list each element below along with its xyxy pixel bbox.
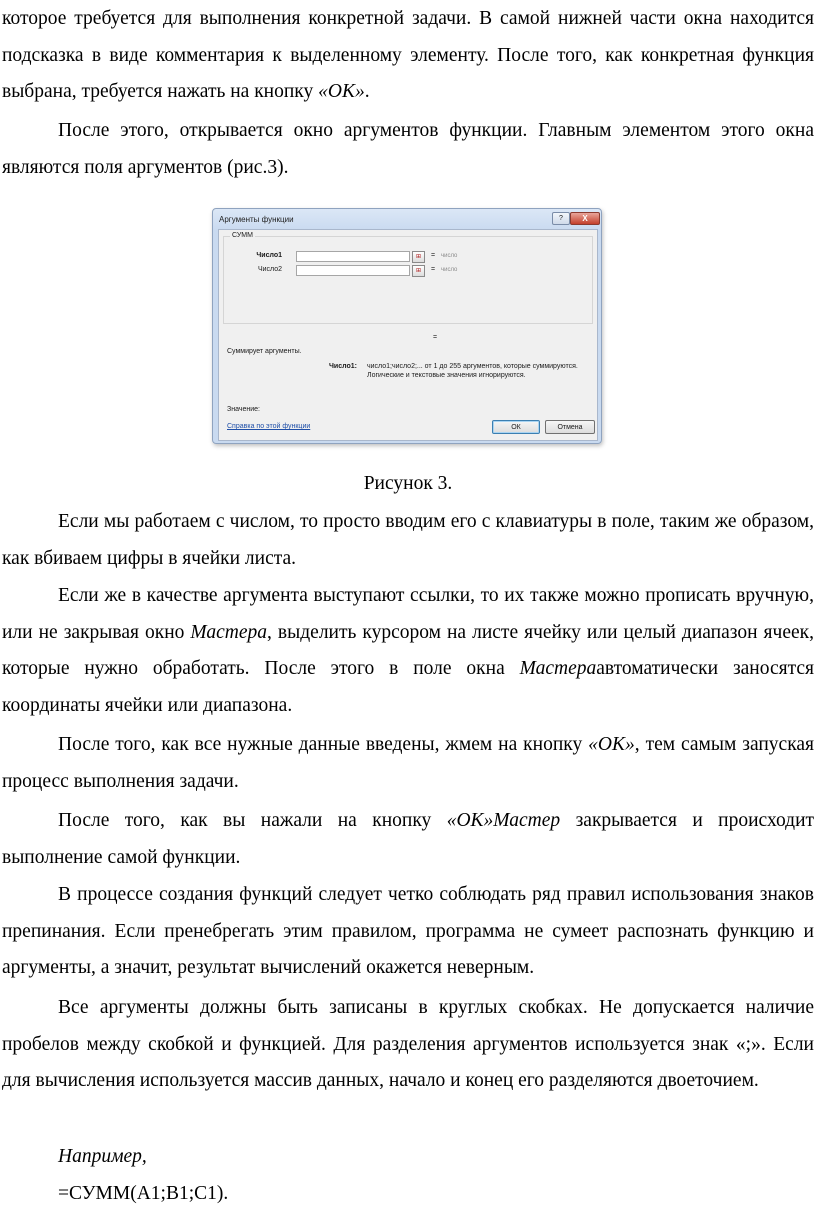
function-description: Суммирует аргументы. — [227, 348, 302, 355]
paragraph-2: После этого, открывается окно аргументов функции. Главным элементом этого окна являются поля аргументов (рис.3). — [2, 120, 814, 178]
arg-1-result: число — [441, 253, 458, 259]
collapse-icon: ⊞ — [415, 254, 422, 260]
paragraph-1 — [2, 1, 814, 111]
dialog-title: Аргументы функции — [219, 215, 294, 224]
paragraph-4 — [2, 578, 814, 724]
paragraph-1-text: которое требуется для выполнения конкретной задачи. В самой нижней части окна находится подсказка в виде комментария к выделенному элементу. После того, как конкретная функция выбрана, требуется нажать на кнопку — [2, 8, 814, 102]
arg-1-equals: = — [431, 252, 436, 259]
arg-description-line-1: число1;число2;... от 1 до 255 аргументов, которые суммируются. — [367, 363, 578, 370]
arg-2-input[interactable] — [296, 265, 410, 276]
paragraph-6-text-b: закрывается и происходит выполнение самой функции. — [2, 810, 815, 868]
paragraph-5-text-a: После того, как все нужные данные введены, жмем на кнопку — [58, 734, 583, 755]
paragraph-7: В процессе создания функций следует четко соблюдать ряд правил использования знаков препинания. Если пренебрегать этим правилом, программа не сумеет распознать функцию и аргументы, а значит, результат вычислений окажется неверным. — [2, 884, 814, 978]
example-label: Например, — [58, 1146, 147, 1167]
paragraph-5-text-b: , тем самым запуская процесс выполнения задачи. — [2, 734, 815, 792]
function-help-link[interactable]: Справка по этой функции — [227, 423, 311, 430]
ok-quote: «OK» — [318, 81, 365, 102]
arg-2-result: число — [441, 267, 458, 273]
master-term-1: Мастера — [190, 621, 268, 643]
ok-button[interactable]: ОК — [492, 420, 540, 434]
paragraph-3: Если мы работаем с числом, то просто вводим его с клавиатуры в поле, таким же образом, как вбиваем цифры в ячейки листа. — [2, 511, 814, 569]
arg-2-equals: = — [431, 266, 436, 273]
example-formula: =СУММ(A1;B1;C1). — [58, 1183, 229, 1204]
dialog-body — [218, 229, 598, 441]
figure-caption: Рисунок 3. — [363, 473, 453, 494]
collapse-icon: ⊞ — [415, 268, 422, 274]
cancel-button[interactable]: Отмена — [545, 420, 595, 434]
arg-description-name: Число1: — [329, 363, 357, 370]
ok-master-quote: «OK»Мастер — [446, 810, 561, 831]
arg-1-input[interactable] — [296, 251, 410, 262]
arg-1-collapse-button[interactable] — [412, 251, 425, 263]
value-label: Значение: — [227, 406, 260, 413]
paragraph-8: Все аргументы должны быть записаны в круглых скобках. Не допускается наличие пробелов между скобкой и функцией. Для разделения аргументов используется знак «;». Если для вычисления используется массив данных, начало и конец его разделяются двоеточием. — [2, 997, 814, 1091]
arg-1-label: Число1 — [256, 252, 282, 259]
master-term-2: Мастера — [519, 658, 597, 679]
ok-quote: «OK» — [588, 734, 635, 755]
paragraph-6 — [2, 803, 814, 876]
paragraph-4-text-a: Если же в качестве аргумента выступают ссылки, то их также можно прописать вручную, или не закрывая окно — [2, 585, 814, 643]
function-group — [223, 232, 593, 324]
arg-description-line-2: Логические и текстовые значения игнорируются. — [367, 372, 526, 379]
close-button[interactable]: X — [570, 212, 600, 225]
paragraph-4-text-c: автоматически заносятся координаты ячейки или диапазона. — [2, 658, 814, 716]
paragraph-5 — [2, 727, 814, 800]
help-button[interactable]: ? — [552, 212, 570, 225]
result-equals: = — [433, 334, 438, 341]
function-name: СУММ — [232, 232, 253, 239]
arg-2-collapse-button[interactable] — [412, 265, 425, 277]
paragraph-4-text-b: , выделить курсором на листе ячейку или целый диапазон ячеек, которые нужно обработать. После этого в поле окна — [2, 621, 814, 679]
function-arguments-dialog-figure — [212, 208, 602, 444]
paragraph-6-text-a: После того, как вы нажали на кнопку — [58, 810, 432, 831]
paragraph-1-end: . — [364, 81, 370, 102]
arg-2-label: Число2 — [257, 266, 282, 273]
